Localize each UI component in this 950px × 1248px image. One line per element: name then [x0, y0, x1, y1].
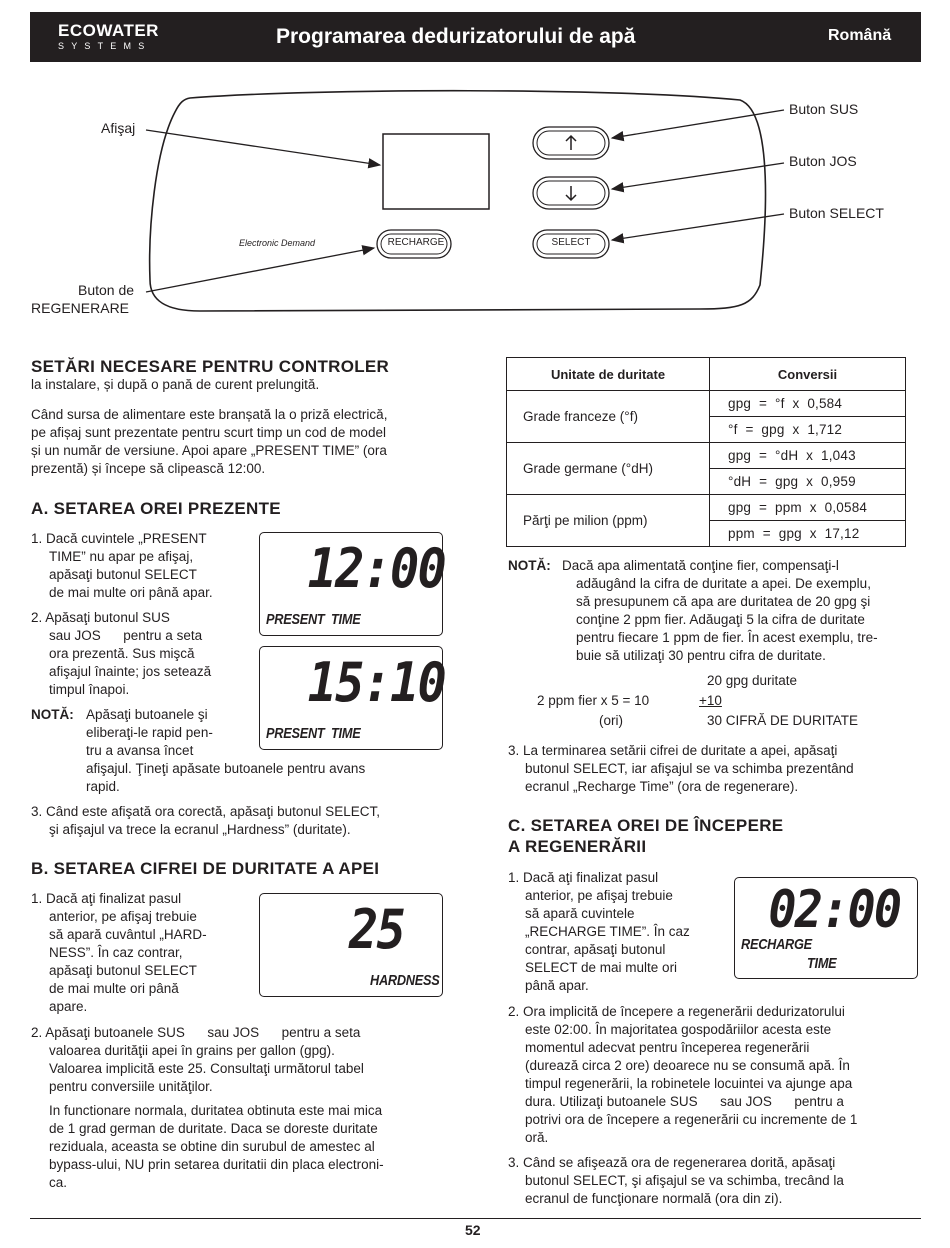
select-button-label: SELECT: [551, 237, 591, 248]
display-window: [383, 134, 489, 209]
a1-line-3: apăsaţi butonul SELECT: [49, 567, 197, 582]
label-regen-line1: Buton de: [78, 282, 135, 298]
section-title-controller: SETĂRI NECESARE PENTRU CONTROLER: [31, 357, 390, 376]
hardness-conversion-table: [506, 357, 906, 547]
intro-line-1: Când sursa de alimentare este branșată la o priză electrică,: [31, 407, 388, 422]
controller-panel-outline: [150, 91, 766, 311]
c1-line-2: anterior, pe afişaj trebuie: [525, 888, 673, 903]
language-label: Română: [828, 27, 892, 44]
c3-line-1: 3. Când se afişează ora de regenerarea dorită, apăsaţi: [508, 1155, 836, 1170]
calc-line-3-right: 30 CIFRĂ DE DURITATE: [707, 713, 859, 728]
c2-line-3: momentul adecvat pentru începerea regenerării: [525, 1040, 810, 1055]
a2-line-5: timpul înapoi.: [49, 682, 130, 697]
label-regen-line2: REGENERARE: [31, 300, 130, 316]
a2-line-2: sau JOS pentru a seta: [49, 628, 203, 643]
b3-line-1: 3. La terminarea setării cifrei de duritate a apei, apăsaţi: [508, 743, 838, 758]
section-title-a: A. SETAREA OREI PREZENTE: [31, 499, 281, 518]
table-cell-unit: Grade germane (°dH): [507, 443, 710, 495]
a-note-line-3: tru a avansa încet: [86, 743, 194, 758]
lcd-hardness: [259, 893, 443, 997]
leader-regen: [146, 248, 374, 292]
arrow-down-icon: [566, 186, 576, 200]
c1-line-3: să apară cuvintele: [525, 906, 635, 921]
intro-line-2: pe afișaj sunt prezentate pentru scurt timp un cod de model: [31, 425, 386, 440]
lcd-caption: PRESENT TIME: [266, 725, 361, 742]
page-title: Programarea dedurizatorului de apă: [276, 25, 636, 48]
b1-line-3: să apară cuvântul „HARD-: [49, 927, 207, 942]
lcd-caption: RECHARGE: [741, 936, 812, 953]
lcd-present-time-1510: [259, 646, 443, 750]
label-up-button: Buton SUS: [789, 101, 859, 117]
page-number: 52: [465, 1222, 481, 1238]
leader-select: [612, 214, 784, 240]
b2-line-2: valoarea durităţii apei în grains per gallon (gpg).: [49, 1043, 335, 1058]
b2-line-3: Valoarea implicită este 25. Consultaţi următorul tabel: [49, 1061, 364, 1076]
table-cell-unit: Grade franceze (°f): [507, 391, 710, 443]
b1-line-6: de mai multe ori până: [49, 981, 179, 996]
c3-line-2: butonul SELECT, şi afişajul se va schimba, trecând la: [525, 1173, 844, 1188]
a-note-label: NOTĂ:: [31, 707, 74, 722]
c1-line-7: până apar.: [525, 978, 589, 993]
b1-line-7: apare.: [49, 999, 88, 1014]
b3-line-2: butonul SELECT, iar afişajul se va schimba prezentând: [525, 761, 854, 776]
a3-line-1: 3. Când este afişată ora corectă, apăsaţi butonul SELECT,: [31, 804, 380, 819]
table-cell-conversion: °dH = gpg x 0,959: [710, 469, 906, 495]
a1-line-4: de mai multe ori până apar.: [49, 585, 213, 600]
calc-line-1: 20 gpg duritate: [707, 673, 798, 688]
table-cell-conversion: °f = gpg x 1,712: [710, 417, 906, 443]
intro-line-3: și un număr de versiune. Apoi apare „PRESENT TIME” (ora: [31, 443, 387, 458]
a-note-line-1: Apăsaţi butoanele şi: [86, 707, 208, 722]
lcd-digits: 25: [349, 898, 404, 961]
a2-line-4: afişajul înainte; jos setează: [49, 664, 212, 679]
lcd-digits: 12:00: [307, 537, 445, 600]
section-subtitle: la instalare, și după o pană de curent prelungită.: [31, 377, 320, 392]
recharge-button-label: RECHARGE: [387, 237, 445, 248]
c2-line-8: oră.: [525, 1130, 549, 1145]
c1-line-4: „RECHARGE TIME”. În caz: [525, 924, 690, 939]
b1-line-2: anterior, pe afişaj trebuie: [49, 909, 197, 924]
iron-note-label: NOTĂ:: [508, 558, 551, 573]
a2-line-3: ora prezentă. Sus mişcă: [49, 646, 195, 661]
b1-line-4: NESS”. În caz contrar,: [49, 945, 183, 960]
down-button-shape: [533, 177, 609, 209]
c1-line-6: SELECT de mai multe ori: [525, 960, 678, 975]
iron-note-line-2: adăugând la cifra de duritate a apei. De exemplu,: [576, 576, 871, 591]
a3-line-2: şi afişajul va trece la ecranul „Hardness” (duritate).: [49, 822, 351, 837]
calc-line-2-left: 2 ppm fier x 5 = 10: [537, 693, 650, 708]
b2-line-1: 2. Apăsaţi butoanele SUS sau JOS pentru a seta: [31, 1025, 361, 1040]
leader-display: [146, 130, 380, 165]
b2-para-line-5: ca.: [49, 1175, 68, 1190]
b2-para-line-3: reziduala, aceasta se obtine din surubul de amestec al: [49, 1139, 375, 1154]
lcd-present-time-1200: [259, 532, 443, 636]
c3-line-3: ecranul de funcţionare normală (ora din zi).: [525, 1191, 783, 1206]
lcd-digits: 02:00: [768, 880, 901, 940]
brand-subtitle: SYSTEMS: [58, 41, 152, 51]
table-cell-conversion: gpg = °dH x 1,043: [710, 443, 906, 469]
c1-line-5: contrar, apăsaţi butonul: [525, 942, 666, 957]
section-title-c-line-2: A REGENERĂRII: [508, 837, 647, 856]
iron-note-line-6: buie să utilizaţi 30 pentru cifra de duritate.: [576, 648, 826, 663]
c2-line-2: este 02:00. În majoritatea gospodăriilor acesta este: [525, 1022, 832, 1037]
b2-para-line-1: In functionare normala, duritatea obtinuta este mai mica: [49, 1103, 383, 1118]
table-cell-conversion: ppm = gpg x 17,12: [710, 521, 906, 547]
section-title-b: B. SETAREA CIFREI DE DURITATE A APEI: [31, 859, 380, 878]
table-cell-conversion: gpg = °f x 0,584: [710, 391, 906, 417]
b2-para-line-4: bypass-ului, NU prin setarea duritatii din placa electroni-: [49, 1157, 384, 1172]
label-select-button: Buton SELECT: [789, 205, 884, 221]
calc-line-2-right: +10: [699, 693, 722, 708]
iron-note-line-1: Dacă apa alimentată conţine fier, compensaţi-l: [562, 558, 839, 573]
a2-line-1: 2. Apăsaţi butonul SUS: [31, 610, 170, 625]
panel-brand-text: Electronic Demand: [239, 238, 316, 248]
lcd-caption: TIME: [807, 955, 837, 972]
lcd-digits: 15:10: [307, 651, 445, 714]
a-note-line-5: rapid.: [86, 779, 120, 794]
label-display: Afişaj: [101, 120, 136, 136]
table-header-conversions: Conversii: [710, 358, 906, 391]
label-down-button: Buton JOS: [789, 153, 857, 169]
calc-line-3-left: (ori): [599, 713, 623, 728]
c2-line-6: dura. Utilizaţi butoanele SUS sau JOS pentru a: [525, 1094, 844, 1109]
iron-note-line-4: conţine 2 ppm fier. Adăugaţi 5 la cifra de duritate: [576, 612, 865, 627]
a1-line-1: 1. Dacă cuvintele „PRESENT: [31, 531, 207, 546]
arrow-up-icon: [566, 136, 576, 150]
a-note-line-2: eliberaţi-le rapid pen-: [86, 725, 213, 740]
lcd-caption: HARDNESS: [370, 972, 440, 989]
c2-line-4: (durează circa 2 ore) deoarece nu se consumă apă. În: [525, 1058, 850, 1073]
b2-para-line-2: de 1 grad german de duritate. Daca se doreste duritate: [49, 1121, 378, 1136]
a-note-line-4: afişajul. Ţineţi apăsate butoanele pentru avans: [86, 761, 366, 776]
table-cell-unit: Părţi pe milion (ppm): [507, 495, 710, 547]
up-button-shape: [533, 127, 609, 159]
c1-line-1: 1. Dacă aţi finalizat pasul: [508, 870, 659, 885]
c2-line-5: timpul regenerării, la robinetele locuintei va ajunge apa: [525, 1076, 853, 1091]
footer-rule: [30, 1218, 921, 1219]
a1-line-2: TIME” nu apar pe afişaj,: [49, 549, 194, 564]
leader-down: [612, 163, 784, 189]
lcd-caption: PRESENT TIME: [266, 611, 361, 628]
brand-logo: ECOWATER: [58, 21, 159, 40]
c2-line-1: 2. Ora implicită de începere a regenerării dedurizatorului: [508, 1004, 845, 1019]
intro-line-4: prezentă) și începe să clipească 12:00.: [31, 461, 266, 476]
table-cell-conversion: gpg = ppm x 0,0584: [710, 495, 906, 521]
lcd-recharge-time: [734, 877, 918, 979]
table-header-unit: Unitate de duritate: [507, 358, 710, 391]
b2-line-4: pentru conversiile unităţilor.: [49, 1079, 213, 1094]
section-title-c-line-1: C. SETAREA OREI DE ÎNCEPERE: [508, 816, 784, 835]
b3-line-3: ecranul „Recharge Time” (ora de regenerare).: [525, 779, 799, 794]
c2-line-7: potrivi ora de începere a regenerării cu incremente de 1: [525, 1112, 858, 1127]
b1-line-1: 1. Dacă aţi finalizat pasul: [31, 891, 182, 906]
b1-line-5: apăsaţi butonul SELECT: [49, 963, 197, 978]
iron-note-line-3: să presupunem că apa are duritatea de 20 gpg şi: [576, 594, 871, 609]
iron-note-line-5: pentru fiecare 1 ppm de fier. În acest exemplu, tre-: [576, 630, 878, 645]
